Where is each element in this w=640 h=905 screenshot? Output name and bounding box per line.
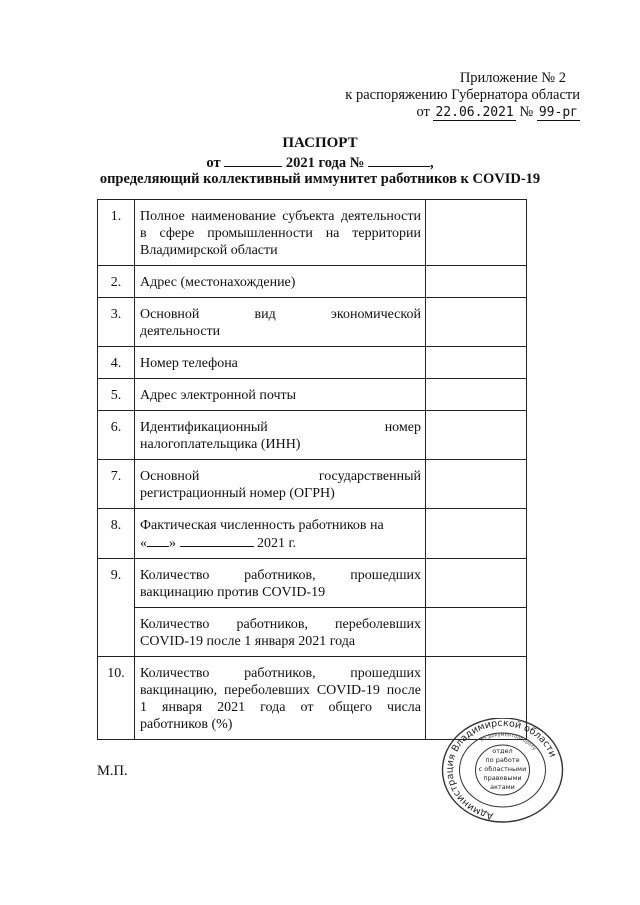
row-number: 3. [98,298,135,347]
row-value-cell[interactable] [426,411,527,460]
row-number: 8. [98,509,135,559]
row-label: Адрес (местонахождение) [135,266,426,298]
row-number: 7. [98,460,135,509]
stamp-center-line: актами [490,783,515,791]
row-label: Номер телефона [135,347,426,379]
appendix-title: Приложение № 2 [459,70,566,86]
row-value-cell[interactable] [426,200,527,266]
row-value-cell[interactable] [426,509,527,559]
table-row [98,509,527,559]
table-row [98,559,527,608]
row-label: Адрес электронной почты [135,379,426,411]
table-row [98,411,527,460]
row-value-cell[interactable] [426,559,527,608]
day-blank [147,534,169,547]
row-label: Фактическая численность работников на « » 2021 г. [135,509,426,559]
table-row [98,200,527,266]
row-label: Количество работников, переболевших COVID-19 после 1 января 2021 года [135,608,426,657]
table-row [98,347,527,379]
row-label: Идентификационный номер налогоплательщика (ИНН) [135,411,426,460]
number-blank [368,154,430,167]
table-row [98,608,527,657]
row-number: 4. [98,347,135,379]
row-label: Основной вид экономической деятельности [135,298,426,347]
document-subtitle: определяющий коллективный иммунитет работников к COVID-19 [99,171,541,187]
table-row [98,298,527,347]
stamp-center-line: отдел [492,747,513,755]
row-value-cell[interactable] [426,266,527,298]
table-row [98,460,527,509]
row-number: 10. [98,657,135,740]
date-blank [224,154,282,167]
appendix-block [320,70,580,121]
appendix-date: 22.06.2021 [435,105,514,120]
row-value-cell[interactable] [426,379,527,411]
document-title: ПАСПОРТ [282,135,358,151]
table-row [98,266,527,298]
row-label: Основной государственный регистрационный номер (ОГРН) [135,460,426,509]
row-number: 9. [98,559,135,657]
passport-table [97,199,527,740]
appendix-number: 99-рг [538,105,578,120]
row-number: 5. [98,379,135,411]
seal-place-label: М.П. [97,763,128,779]
official-stamp [440,718,565,828]
month-blank [180,534,254,547]
row-label: Полное наименование субъекта деятельности в сфере промышленности на территории Владимирской области [135,200,426,266]
stamp-center-line: с областными [478,765,527,773]
row-value-cell[interactable] [426,608,527,657]
row-number: 2. [98,266,135,298]
row-number: 6. [98,411,135,460]
row-value-cell[interactable] [426,347,527,379]
row-value-cell[interactable] [426,298,527,347]
row-number: 1. [98,200,135,266]
row-label: Количество работников, прошедших вакцинацию, переболевших COVID-19 после 1 января 2021 года от общего числа работников (%) [135,657,426,740]
appendix-date-line: от 22.06.2021 № 99-рг [416,104,578,120]
appendix-reference: к распоряжению Губернатора области [345,87,580,103]
appendix-number-label: № [519,104,534,120]
stamp-ring-text: Администрация Владимирской области [444,718,559,822]
stamp-inner-ring-text: по документообороту [479,731,538,752]
table-row [98,379,527,411]
row-value-cell[interactable] [426,460,527,509]
stamp-center-line: правовыми [483,774,522,782]
stamp-center-line: по работе [485,756,520,764]
row-label: Количество работников, прошедших вакцинацию против COVID-19 [135,559,426,608]
document-date-line: от 2021 года № , [206,155,434,171]
